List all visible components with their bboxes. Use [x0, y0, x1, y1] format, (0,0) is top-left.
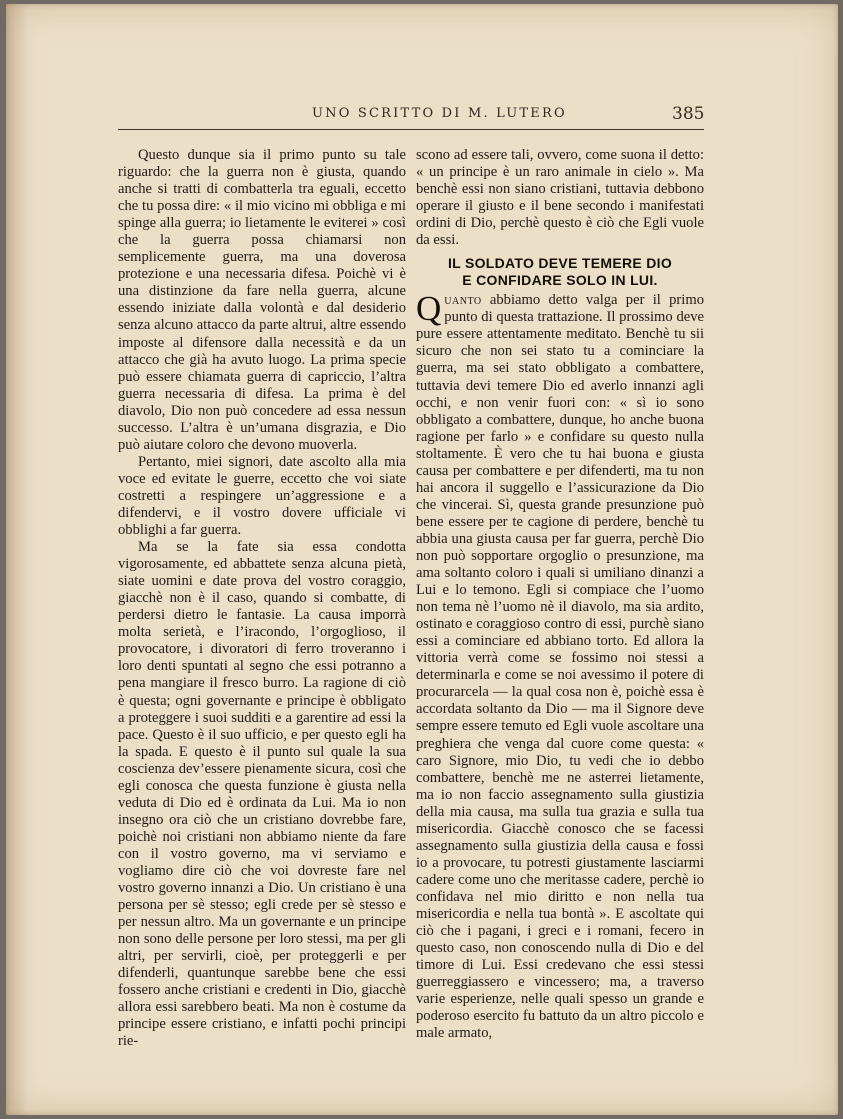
- paragraph: scono ad essere tali, ovvero, come suona il detto: « un principe è un raro animale in cielo ». Ma benchè essi non siano cristiani, tuttavia debbono operare il giusto e il bene secondo i manifestati ordini di Dio, perchè questo è ciò che Egli vuole da essi.: [416, 147, 704, 249]
- page-number: 385: [672, 104, 705, 124]
- small-caps-lead: uanto: [444, 292, 482, 309]
- header-rule: [118, 129, 704, 130]
- drop-cap: Q: [416, 289, 442, 329]
- running-title: UNO SCRITTO DI M. LUTERO: [312, 106, 567, 121]
- paragraph-text: abbiamo detto valga per il primo punto di questa trattazione. Il prossimo deve pure essere attentamente meditato. Benchè tu sii sicuro che non sei stato tu a cominciare la guerra, ma sei stato obbligato a combattere, tuttavia devi temere Dio ed averlo innanzi agli occhi, e non venir fuori con: « sì io sono obbligato a combattere, dunque, ho anche buona ragione per farlo » e confidare su questo nulla stoltamente. È vero che tu hai buona e giusta causa per combattere e per difenderti, ma tu non hai ancora il suggello e l’assicurazione da Dio che vincerai. Sì, questa grande presunzione può bene essere per te cagione di perdere, benchè tu abbia una giusta causa per far guerra, perchè Dio non può sopportare orgoglio o presunzione, ma ama soltanto coloro i quali si umiliano dinanzi a Lui e lo temono. Egli si compiace che l’uomo non tema nè l’uomo nè il diavolo, ma sia ardito, ostinato e coraggioso contro di essi, purchè siano essi a cominciare ed abbiano torto. Ed allora la vittoria verrà come se fossimo noi stessi a determinarla e come se noi avessimo il potere di procurarcela — la qual cosa non è, poichè essa è accordata soltanto da Dio — ma il Signore deve sempre essere temuto ed Egli vuole ascoltare una preghiera che venga dal cuore come questa: « caro Signore, mio Dio, tu vedi che io debbo combattere, benchè me ne asterrei lietamente, ma io non faccio assegnamento sulla giustizia della mia causa, ma sulla tua grazia e sulla tua misericordia. Giacchè conosco che se facessi assegnamento sulla giustizia della causa e fossi io a provocare, tu potresti giustamente lasciarmi cadere come uno che meritasse cadere, perchè io confidava nel mio diritto e non nella tua misericordia e nella tua bontà ». E ascoltate qui ciò che i pagani, i greci e i romani, fecero in questo caso, non conoscendo nulla di Dio e del timore di Lui. Essi credevano che essi stessi guerreggiassero e vincessero; ma, a traverso varie esperienze, nelle quali spesso un grande e poderoso esercito fu battuto da un altro piccolo e male armato,: [416, 292, 704, 1042]
- running-head: [6, 106, 838, 128]
- section-heading-line: IL SOLDATO DEVE TEMERE DIO: [447, 255, 673, 272]
- paragraph: Questo dunque sia il primo punto su tale riguardo: che la guerra non è giusta, quando anche si tratti di combatterla tra eguali, eccetto che tu possa dire: « il mio vicino mi obbliga e mi spinge alla guerra; io lietamente le eviterei » così che la guerra possa chiamarsi non semplicemente guerra, ma una doverosa protezione e una necessaria difesa. Poichè vi è una distinzione da fare nella guerra, alcune essendo iniziate dalla volontà e dal desiderio senza alcuno attacco da parte altrui, altre essendo imposte al difensore dalla necessità e da un attacco che già ha avuto luogo. La prima specie può essere chiamata guerra di capriccio, l’altra guerra necessaria di difesa. La prima è del diavolo, Dio non può concedere ad essa nessun successo. L’altra è un’umana disgrazia, e Dio può aiutare coloro che devono muoverla.: [118, 147, 406, 453]
- section-heading-line: E CONFIDARE SOLO IN LUI.: [462, 272, 658, 289]
- right-column: [416, 147, 704, 1042]
- paragraph: [416, 289, 704, 1042]
- paragraph: Ma se la fate sia essa condotta vigorosamente, ed abbattete senza alcuna pietà, siate uomini e date prova del vostro coraggio, giacchè non è il caso, quando si combatte, di perdersi dietro le fantasie. La causa imporrà molta serietà, e l’iracondo, l’orgoglioso, il provocatore, i divoratori di ferro troveranno i loro denti spuntati al segno che essi potranno a pena mangiare il fresco burro. La ragione di ciò è questa; ogni governante e principe è obbligato a proteggere i suoi sudditi e a garentire ad essi la pace. Questo è il suo ufficio, e per questo egli ha la spada. E questo è il punto sul quale la sua coscienza dev’essere pienamente sicura, così che egli conosca che questa funzione è giusta nella veduta di Dio ed è ordinata da Lui. Ma io non insegno ora ciò che un cristiano dovrebbe fare, poichè noi cristiani non abbiamo niente da fare con il vostro governo, ma vi serviamo e vogliamo dire ciò che voi dovreste fare nel vostro governo innanzi a Dio. Un cristiano è una persona per sè stesso; egli crede per sè stesso e per nessun altro. Ma un governante e un principe non sono delle persone per loro stessi, ma per gli altri, per servirli, cioè, per proteggerli e per difenderli, quantunque sarebbe bene che essi fossero anche cristiani e credenti in Dio, giacchè allora essi sarebbero beati. Ma non è costume da principe essere cristiano, e infatti pochi principi rie-: [118, 539, 406, 1050]
- paragraph: Pertanto, miei signori, date ascolto alla mia voce ed evitate le guerre, eccetto che voi siate costretti a respingere un’aggressione e a difendervi, e il vostro dovere ufficiale vi obblighi a far guerra.: [118, 453, 406, 539]
- left-column: [118, 147, 406, 1050]
- section-heading: [416, 255, 704, 289]
- book-page: [6, 4, 838, 1115]
